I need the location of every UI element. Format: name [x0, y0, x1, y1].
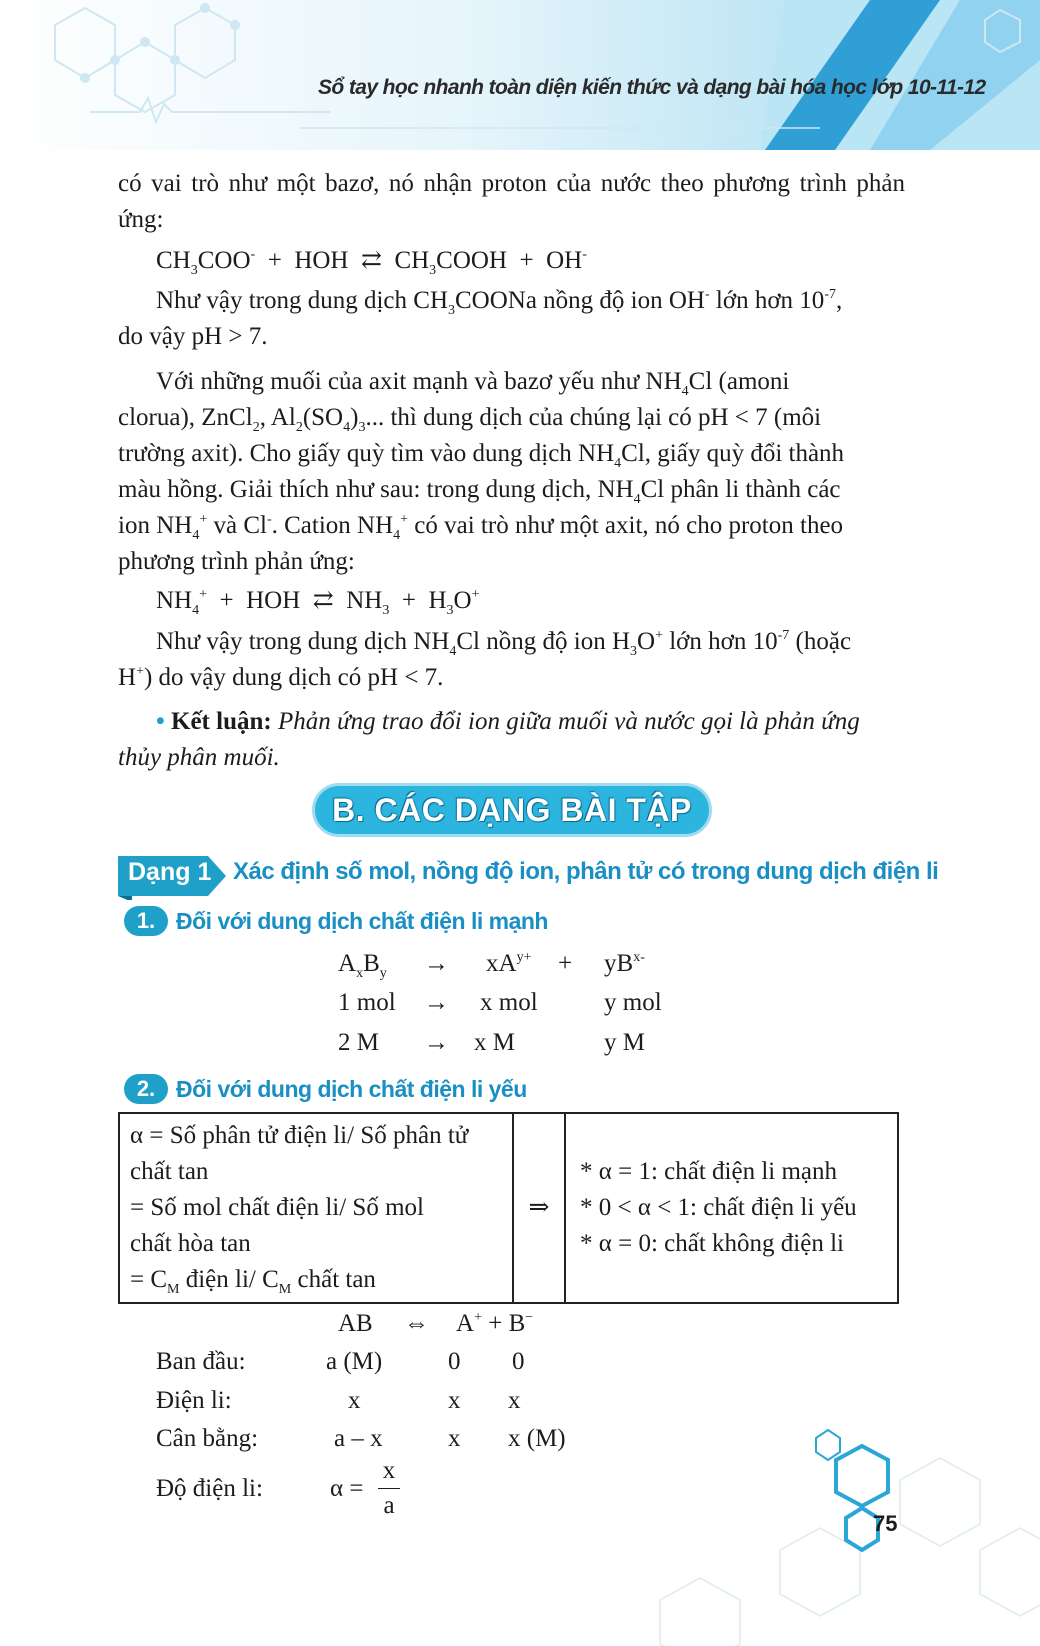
- alpha-def-line4: chất hòa tan: [130, 1230, 251, 1257]
- arrow-icon: →: [424, 1029, 449, 1056]
- alpha-case-non: * α = 0: chất không điện li: [580, 1230, 844, 1257]
- equilibrium-arrow: ⇄: [312, 587, 334, 614]
- p4-line1: Như vậy trong dung dịch $NH_4Cl$ nồng độ ion $H_3O^+$ lớn hơn $10^{-7}$ (hoặc: [156, 628, 852, 659]
- row-c3: x (M): [508, 1425, 566, 1452]
- row-label: Ban đầu:: [156, 1348, 246, 1375]
- strong-row2-c: y mol: [604, 989, 662, 1016]
- double-arrow-icon: ⇔: [404, 1310, 429, 1337]
- strong-row2-b: x mol: [480, 989, 538, 1016]
- arrow-icon: →: [424, 950, 449, 977]
- strong-eq-row1-b: $xA^{y+}$: [486, 950, 532, 977]
- alpha-def-line2: chất tan: [130, 1158, 209, 1185]
- subheading-weak: Đối với dung dịch chất điện li yếu: [176, 1076, 527, 1102]
- strong-eq-row1-c: $yB^{x-}$: [604, 950, 645, 977]
- fraction-numerator: x: [382, 1457, 396, 1484]
- number-badge-1: 1.: [124, 906, 168, 936]
- p3-line6: phương trình phản ứng:: [118, 548, 355, 575]
- p3-line4: màu hồng. Giải thích như sau: trong dung dịch, $NH_4Cl$ phân li thành các: [118, 476, 841, 507]
- row-label: Cân bằng:: [156, 1425, 259, 1452]
- fraction-denominator: a: [383, 1492, 395, 1519]
- strong-eq-row1: $A_xB_y$: [338, 950, 387, 981]
- row-c2: x: [448, 1425, 461, 1452]
- number-badge-2: 2.: [124, 1074, 168, 1104]
- implies-icon: ⇒: [513, 1113, 565, 1303]
- row-c1: x: [348, 1387, 361, 1414]
- equation-ammonium: $NH_4^+$ + HOH ⇄ $NH_3 + H_3O^+$: [156, 587, 480, 618]
- strong-row3-a: 2 M: [338, 1029, 379, 1056]
- row-c3: 0: [512, 1348, 525, 1375]
- p3-line3: trường axit). Cho giấy quỳ tìm vào dung dịch $NH_4Cl$, giấy quỳ đổi thành: [118, 440, 845, 471]
- bullet-icon: •: [156, 708, 165, 735]
- p3-line5: ion $NH_4^+$ và Cl-. Cation $NH_4^+$ có vai trò như một axit, nó cho proton theo: [118, 512, 844, 543]
- conclusion: • Kết luận: Phản ứng trao đổi ion giữa muối và nước gọi là phản ứng: [156, 708, 860, 735]
- conclusion-label: Kết luận:: [171, 708, 272, 735]
- strong-plus: +: [558, 950, 573, 977]
- header-title: Sổ tay học nhanh toàn diện kiến thức và dạng bài hóa học lớp 10-11-12: [318, 76, 986, 99]
- page-number: 75: [873, 1511, 898, 1536]
- alpha-def-line1: α = Số phân tử điện li/ Số phân tử: [130, 1122, 469, 1149]
- conclusion-line2: thủy phân muối.: [118, 744, 280, 771]
- degree-label: Độ điện li:: [156, 1475, 263, 1502]
- alpha-case-strong: * α = 1: chất điện li mạnh: [580, 1158, 838, 1185]
- dang-label: Dạng 1: [128, 858, 212, 886]
- degree-fraction: [378, 1456, 400, 1521]
- strong-row3-b: x M: [474, 1029, 515, 1056]
- footer-hexagon-decoration: [600, 1400, 1040, 1646]
- row-c2: x: [448, 1387, 461, 1414]
- arrow-icon: →: [424, 989, 449, 1016]
- row-c1: a – x: [334, 1425, 383, 1452]
- p3-line2: clorua), ZnCl$_2$, $Al_2(SO_4)_3$... thì dung dịch của chúng lại có pH < 7 (môi: [118, 404, 822, 435]
- strong-row2-a: 1 mol: [338, 989, 396, 1016]
- alpha-def-line5: = $C_M$ điện li/ $C_M$ chất tan: [130, 1266, 376, 1297]
- row-label: Điện li:: [156, 1387, 232, 1414]
- dang-title: Xác định số mol, nồng độ ion, phân tử có trong dung dịch điện li: [233, 858, 939, 885]
- degree-alpha: α =: [330, 1475, 364, 1502]
- equilibrium-arrow: ⇄: [360, 247, 382, 274]
- paragraph-intro: có vai trò như một bazơ, nó nhận proton của nước theo phương trình phản ứng:: [118, 170, 905, 233]
- p4-line2: H+) do vậy dung dịch có pH < 7.: [118, 664, 444, 691]
- row-c2: 0: [448, 1348, 461, 1375]
- row-c1: a (M): [326, 1348, 383, 1375]
- header-band: [0, 0, 1040, 150]
- fraction-bar: [378, 1488, 400, 1489]
- alpha-cases-cell: [565, 1113, 898, 1303]
- subheading-strong: Đối với dung dịch chất điện li mạnh: [176, 908, 548, 934]
- p3-line1: Với những muối của axit mạnh và bazơ yếu như $NH_4Cl$ (amoni: [156, 368, 790, 399]
- row-c3: x: [508, 1387, 521, 1414]
- alpha-def-line3: = Số mol chất điện li/ Số mol: [130, 1194, 424, 1221]
- equation-acetate: $CH_3COO^-$ + HOH ⇄ $CH_3COOH + OH^-$: [156, 247, 587, 278]
- strong-row3-c: y M: [604, 1029, 645, 1056]
- alpha-case-weak: * 0 < α < 1: chất điện li yếu: [580, 1194, 857, 1221]
- section-title: B. CÁC DẠNG BÀI TẬP: [312, 783, 712, 837]
- weak-products: A+ + B−: [456, 1310, 534, 1337]
- alpha-definition-cell: [119, 1113, 513, 1303]
- weak-ab: AB: [338, 1310, 373, 1337]
- alpha-table: [118, 1112, 899, 1304]
- paragraph-oh: Như vậy trong dung dịch $CH_3COONa$ nồng độ ion OH- lớn hơn $10^{-7}$,: [156, 287, 843, 318]
- paragraph-oh-line2: do vậy pH > 7.: [118, 323, 268, 350]
